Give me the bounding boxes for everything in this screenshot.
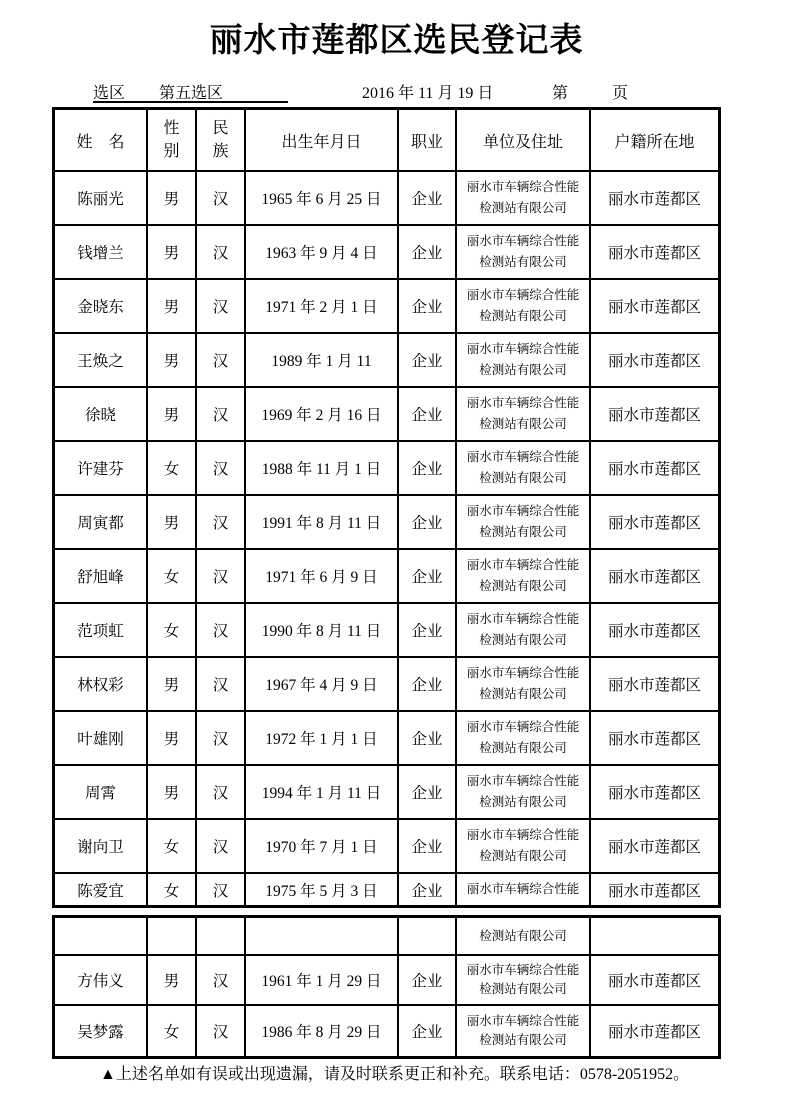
cell-name: 舒旭峰: [55, 550, 148, 602]
cell-gender: 女: [148, 820, 197, 872]
table-row: [55, 766, 718, 820]
cell-occupation: 企业: [399, 820, 457, 872]
cell-ethnicity: 汉: [197, 874, 246, 905]
cell-occupation: 企业: [399, 550, 457, 602]
unit-line: 丽水市车辆综合性能: [466, 288, 580, 303]
cell-residence: 丽水市莲都区: [607, 973, 701, 990]
cell-occupation: 企业: [399, 172, 457, 224]
unit-line: 检测站有限公司: [479, 928, 567, 943]
cell-unit: [457, 604, 591, 656]
unit-line: 丽水市车辆综合性能: [466, 828, 580, 843]
cell-name: 吴梦露: [55, 1006, 148, 1056]
subheader: [0, 80, 793, 104]
table-row: [55, 1006, 718, 1056]
cell-ethnicity: 汉: [197, 172, 246, 224]
cell-gender: 男: [148, 496, 197, 548]
cell-birth: 1961 年 1 月 29 日: [246, 956, 399, 1004]
cell-residence: [591, 918, 718, 954]
cell-name: 徐晓: [55, 388, 148, 440]
cell-ethnicity: 汉: [197, 388, 246, 440]
cell-occupation: [399, 918, 457, 954]
table-row: [55, 496, 718, 550]
cell-ethnicity: [197, 918, 246, 954]
table-row: [55, 334, 718, 388]
unit-line: 检测站有限公司: [479, 416, 567, 431]
cell-name: 钱增兰: [55, 226, 148, 278]
cell-residence: 丽水市莲都区: [607, 785, 701, 802]
table-row: [55, 442, 718, 496]
cell-birth: 1990 年 8 月 11 日: [246, 604, 399, 656]
cell-occupation: 企业: [399, 604, 457, 656]
cell-birth: 1963 年 9 月 4 日: [246, 226, 399, 278]
cell-birth: 1969 年 2 月 16 日: [246, 388, 399, 440]
unit-line: 检测站有限公司: [479, 524, 567, 539]
header-ethnicity: [197, 110, 246, 170]
cell-name: 周霄: [55, 766, 148, 818]
cell-occupation: 企业: [399, 334, 457, 386]
cell-unit: [457, 956, 591, 1004]
cell-residence: 丽水市莲都区: [607, 1024, 701, 1041]
cell-gender: [148, 918, 197, 954]
cell-birth: 1971 年 6 月 9 日: [246, 550, 399, 602]
cell-residence: 丽水市莲都区: [607, 299, 701, 316]
cell-gender: 男: [148, 280, 197, 332]
unit-line: 丽水市车辆综合性能: [466, 882, 580, 896]
cell-birth: 1965 年 6 月 25 日: [246, 172, 399, 224]
table-row: [55, 280, 718, 334]
cell-ethnicity: 汉: [197, 1006, 246, 1056]
cell-gender: 女: [148, 874, 197, 905]
cell-gender: 男: [148, 956, 197, 1004]
district-value: 第五选区: [159, 85, 224, 102]
cell-ethnicity: 汉: [197, 442, 246, 494]
header-gender-label: 性别: [163, 120, 180, 160]
cell-birth: 1994 年 1 月 11 日: [246, 766, 399, 818]
cell-residence: 丽水市莲都区: [607, 407, 701, 424]
page-title: 丽水市莲都区选民登记表: [209, 23, 584, 59]
cell-ethnicity: 汉: [197, 956, 246, 1004]
unit-line: 检测站有限公司: [479, 578, 567, 593]
cell-ethnicity: 汉: [197, 604, 246, 656]
cell-name: 叶雄刚: [55, 712, 148, 764]
table-row: [55, 388, 718, 442]
unit-line: 丽水市车辆综合性能: [466, 450, 580, 465]
cell-birth: 1970 年 7 月 1 日: [246, 820, 399, 872]
date-text: 2016 年 11 月 19 日: [362, 85, 494, 102]
cell-gender: 男: [148, 766, 197, 818]
cell-residence: 丽水市莲都区: [607, 191, 701, 208]
header-unit: 单位及住址: [457, 110, 591, 170]
header-residence: 户籍所在地: [614, 133, 695, 151]
cell-unit: [457, 658, 591, 710]
cell-name: 林权彩: [55, 658, 148, 710]
table-row: [55, 604, 718, 658]
cell-unit: [457, 550, 591, 602]
cell-ethnicity: 汉: [197, 712, 246, 764]
table-row: [55, 874, 718, 905]
cell-residence: 丽水市莲都区: [607, 515, 701, 532]
cell-name: 方伟义: [55, 956, 148, 1004]
unit-line: 丽水市车辆综合性能: [466, 396, 580, 411]
cell-name: [55, 918, 148, 954]
cell-unit: [457, 388, 591, 440]
cell-residence: 丽水市莲都区: [607, 623, 701, 640]
cell-name: 谢向卫: [55, 820, 148, 872]
cell-ethnicity: 汉: [197, 766, 246, 818]
cell-occupation: 企业: [399, 496, 457, 548]
cell-ethnicity: 汉: [197, 334, 246, 386]
table-row: [55, 226, 718, 280]
cell-birth: 1989 年 1 月 11: [246, 334, 399, 386]
unit-line: 丽水市车辆综合性能: [466, 1013, 580, 1028]
cell-unit: [457, 280, 591, 332]
unit-line: 检测站有限公司: [479, 470, 567, 485]
unit-line: 丽水市车辆综合性能: [466, 558, 580, 573]
table-row: [55, 918, 718, 956]
cell-birth: 1991 年 8 月 11 日: [246, 496, 399, 548]
cell-birth: 1972 年 1 月 1 日: [246, 712, 399, 764]
cell-residence: 丽水市莲都区: [607, 245, 701, 262]
cell-unit: [457, 766, 591, 818]
cell-name: 陈爱宜: [55, 874, 148, 905]
cell-name: 许建芬: [55, 442, 148, 494]
cell-occupation: 企业: [399, 388, 457, 440]
cell-unit: [457, 874, 591, 905]
table-header-row: [55, 110, 718, 172]
cell-birth: 1986 年 8 月 29 日: [246, 1006, 399, 1056]
cell-ethnicity: 汉: [197, 550, 246, 602]
unit-line: 丽水市车辆综合性能: [466, 963, 580, 977]
unit-line: 检测站有限公司: [479, 254, 567, 269]
cell-ethnicity: 汉: [197, 658, 246, 710]
cell-ethnicity: 汉: [197, 226, 246, 278]
footer-note: ▲上述名单如有误或出现遗漏，请及时联系更正和补充。联系电话：0578-2051952。: [100, 1066, 690, 1083]
unit-line: 丽水市车辆综合性能: [466, 504, 580, 519]
cell-residence: 丽水市莲都区: [607, 353, 701, 370]
page-number-prefix: 第: [552, 85, 569, 102]
header-occupation: 职业: [399, 110, 457, 170]
cell-birth: 1967 年 4 月 9 日: [246, 658, 399, 710]
cell-unit: [457, 1006, 591, 1056]
unit-line: 检测站有限公司: [479, 794, 567, 809]
unit-line: 丽水市车辆综合性能: [466, 720, 580, 735]
cell-residence: 丽水市莲都区: [607, 677, 701, 694]
cell-gender: 女: [148, 604, 197, 656]
cell-birth: [246, 918, 399, 954]
unit-line: 检测站有限公司: [479, 632, 567, 647]
unit-line: 检测站有限公司: [479, 1033, 567, 1048]
cell-occupation: 企业: [399, 226, 457, 278]
header-name: 姓 名: [55, 110, 148, 170]
unit-line: 检测站有限公司: [479, 982, 567, 996]
cell-birth: 1975 年 5 月 3 日: [246, 874, 399, 905]
cell-occupation: 企业: [399, 956, 457, 1004]
table-row: [55, 550, 718, 604]
cell-occupation: 企业: [399, 712, 457, 764]
header-birth: 出生年月日: [246, 110, 399, 170]
cell-occupation: 企业: [399, 280, 457, 332]
unit-line: 丽水市车辆综合性能: [466, 774, 580, 789]
cell-gender: 女: [148, 550, 197, 602]
unit-line: 丽水市车辆综合性能: [466, 234, 580, 249]
header-ethnicity-label: 民族: [212, 120, 229, 160]
cell-occupation: 企业: [399, 874, 457, 905]
cell-unit: [457, 226, 591, 278]
unit-line: 检测站有限公司: [479, 362, 567, 377]
cell-residence: 丽水市莲都区: [607, 882, 701, 900]
cell-occupation: 企业: [399, 658, 457, 710]
cell-name: 周寅都: [55, 496, 148, 548]
cell-gender: 男: [148, 712, 197, 764]
unit-line: 丽水市车辆综合性能: [466, 666, 580, 681]
page-number-suffix: 页: [612, 85, 629, 102]
unit-line: 检测站有限公司: [479, 848, 567, 863]
cell-gender: 男: [148, 226, 197, 278]
table-row: [55, 820, 718, 874]
cell-gender: 女: [148, 442, 197, 494]
cell-name: 王焕之: [55, 334, 148, 386]
unit-line: 检测站有限公司: [479, 200, 567, 215]
unit-line: 丽水市车辆综合性能: [466, 342, 580, 357]
cell-ethnicity: 汉: [197, 280, 246, 332]
cell-name: 范项虹: [55, 604, 148, 656]
table-row: [55, 658, 718, 712]
cell-residence: 丽水市莲都区: [607, 461, 701, 478]
voter-table-continued: [52, 915, 721, 1059]
unit-line: 丽水市车辆综合性能: [466, 180, 580, 195]
cell-occupation: 企业: [399, 1006, 457, 1056]
cell-occupation: 企业: [399, 442, 457, 494]
cell-name: 金晓东: [55, 280, 148, 332]
unit-line: 检测站有限公司: [479, 686, 567, 701]
unit-line: 检测站有限公司: [479, 740, 567, 755]
cell-residence: 丽水市莲都区: [607, 731, 701, 748]
cell-ethnicity: 汉: [197, 496, 246, 548]
voter-table: [52, 107, 721, 908]
cell-birth: 1971 年 2 月 1 日: [246, 280, 399, 332]
cell-unit: [457, 442, 591, 494]
header-gender: [148, 110, 197, 170]
cell-unit: [457, 918, 591, 954]
cell-gender: 男: [148, 172, 197, 224]
cell-gender: 男: [148, 388, 197, 440]
district-field: [93, 80, 288, 103]
cell-residence: 丽水市莲都区: [607, 839, 701, 856]
cell-gender: 女: [148, 1006, 197, 1056]
unit-line: 检测站有限公司: [479, 308, 567, 323]
cell-unit: [457, 496, 591, 548]
cell-residence: 丽水市莲都区: [607, 569, 701, 586]
table-row: [55, 712, 718, 766]
cell-gender: 男: [148, 658, 197, 710]
cell-unit: [457, 820, 591, 872]
cell-gender: 男: [148, 334, 197, 386]
cell-unit: [457, 712, 591, 764]
table-row: [55, 956, 718, 1006]
cell-ethnicity: 汉: [197, 820, 246, 872]
cell-birth: 1988 年 11 月 1 日: [246, 442, 399, 494]
cell-unit: [457, 334, 591, 386]
cell-name: 陈丽光: [55, 172, 148, 224]
table-row: [55, 172, 718, 226]
unit-line: 丽水市车辆综合性能: [466, 612, 580, 627]
district-label: 选区: [93, 85, 126, 102]
cell-unit: [457, 172, 591, 224]
cell-occupation: 企业: [399, 766, 457, 818]
